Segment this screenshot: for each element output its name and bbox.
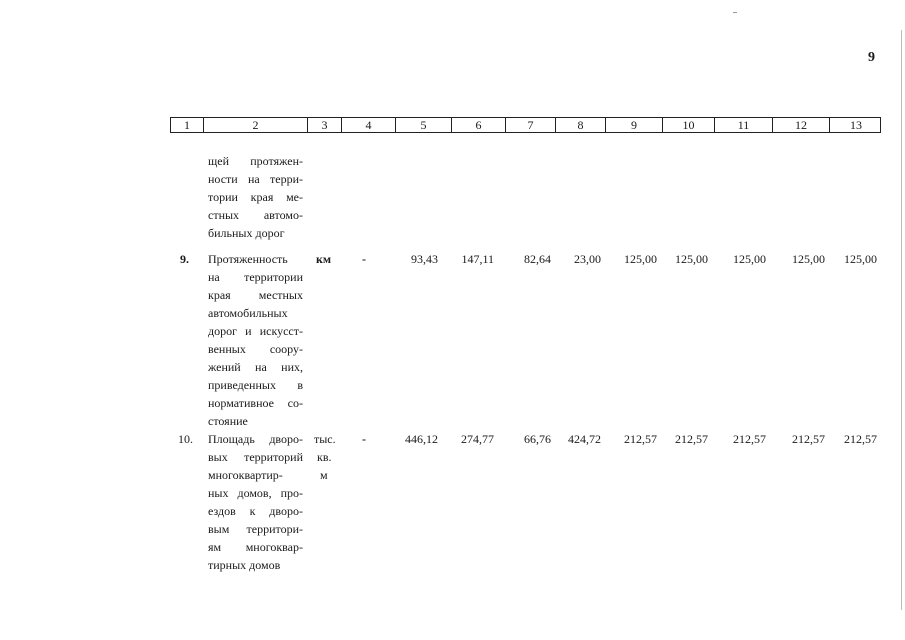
header-col-4: 4 bbox=[341, 118, 395, 132]
row-value-col5: 446,12 bbox=[405, 432, 438, 446]
unit-line: кв. bbox=[317, 450, 332, 464]
text-line: автомобильных bbox=[208, 306, 288, 320]
header-col-6: 6 bbox=[451, 118, 505, 132]
text-line: нормативное со- bbox=[208, 396, 303, 410]
row-value-col9: 125,00 bbox=[624, 252, 657, 266]
text-line: вым территори- bbox=[208, 522, 303, 536]
row-value-col12: 212,57 bbox=[792, 432, 825, 446]
row-value-col5: 93,43 bbox=[411, 252, 438, 266]
text-line: венных соору- bbox=[208, 342, 303, 356]
header-col-5: 5 bbox=[395, 118, 451, 132]
text-line: ям многоквар- bbox=[208, 540, 303, 554]
unit-line: тыс. bbox=[314, 432, 336, 446]
row-number: 10. bbox=[178, 432, 193, 446]
text-line: ных домов, про- bbox=[208, 486, 303, 500]
row-value-col12: 125,00 bbox=[792, 252, 825, 266]
header-col-7: 7 bbox=[505, 118, 555, 132]
header-col-8: 8 bbox=[555, 118, 605, 132]
row-value-col7: 82,64 bbox=[524, 252, 551, 266]
header-col-12: 12 bbox=[772, 118, 829, 132]
text-line: дорог и искусст- bbox=[208, 324, 303, 338]
row-value-col13: 212,57 bbox=[844, 432, 877, 446]
text-line: многоквартир- bbox=[208, 468, 283, 482]
row-name bbox=[208, 430, 303, 574]
row-value-col11: 125,00 bbox=[733, 252, 766, 266]
header-col-1: 1 bbox=[184, 118, 190, 132]
table-header-row bbox=[170, 117, 881, 133]
text-line: жений на них, bbox=[208, 360, 303, 374]
header-col-11: 11 bbox=[714, 118, 772, 132]
text-line: стных автомо- bbox=[208, 208, 303, 222]
text-line: приведенных в bbox=[208, 378, 303, 392]
header-col-10: 10 bbox=[662, 118, 714, 132]
text-line: ездов к дворо- bbox=[208, 504, 303, 518]
row-value-col6: 147,11 bbox=[461, 252, 494, 266]
text-line: щей протяжен- bbox=[208, 154, 303, 168]
text-line: вых территорий bbox=[208, 450, 303, 464]
row-unit bbox=[314, 430, 336, 484]
row-value-col6: 274,77 bbox=[461, 432, 494, 446]
text-line: тирных домов bbox=[208, 558, 281, 572]
row-value-col8: 23,00 bbox=[574, 252, 601, 266]
header-col-3: 3 bbox=[307, 118, 341, 132]
row-value-col11: 212,57 bbox=[733, 432, 766, 446]
continuation-name bbox=[208, 152, 303, 242]
row-value-col10: 212,57 bbox=[675, 432, 708, 446]
text-line: тории края ме- bbox=[208, 190, 303, 204]
text-line: ности на терри- bbox=[208, 172, 303, 186]
row-value-col13: 125,00 bbox=[844, 252, 877, 266]
row-value-col9: 212,57 bbox=[624, 432, 657, 446]
row-value-col8: 424,72 bbox=[568, 432, 601, 446]
row-col4: - bbox=[362, 432, 366, 446]
header-col-9: 9 bbox=[605, 118, 662, 132]
page-number: 9 bbox=[868, 50, 875, 65]
text-line: на территории bbox=[208, 270, 303, 284]
row-value-col7: 66,76 bbox=[524, 432, 551, 446]
header-col-13: 13 bbox=[829, 118, 882, 132]
header-col-2: 2 bbox=[203, 118, 307, 132]
text-line: стояние bbox=[208, 414, 248, 428]
text-line: бильных дорог bbox=[208, 226, 285, 240]
scan-edge-line bbox=[901, 30, 902, 610]
row-unit: км bbox=[316, 252, 332, 266]
text-line: Площадь дворо- bbox=[208, 432, 303, 446]
text-line: края местных bbox=[208, 288, 303, 302]
row-col4: - bbox=[362, 252, 366, 266]
row-value-col10: 125,00 bbox=[675, 252, 708, 266]
row-number: 9. bbox=[180, 252, 189, 266]
scan-mark bbox=[733, 12, 737, 13]
unit-line: м bbox=[320, 468, 328, 482]
text-line: Протяженность bbox=[208, 252, 288, 266]
row-name bbox=[208, 250, 303, 430]
